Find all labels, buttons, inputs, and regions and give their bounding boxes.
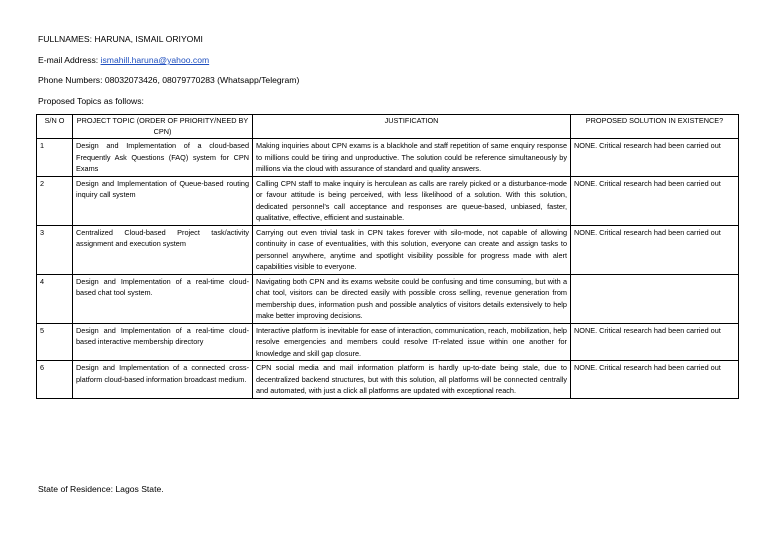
row-justification: Calling CPN staff to make inquiry is herculean as calls are rarely picked or a disturbance-mode or favour attitude is being perceived, with less likelihood of a solution. With this solution, dedicated personnel’s call acceptance and responses are queue-based, unbiased, faster, qualitative, effective, efficient and sustainable.: [253, 176, 571, 225]
intro-line: Proposed Topics as follows:: [38, 96, 144, 106]
table-row: [37, 361, 739, 399]
row-justification: Making inquiries about CPN exams is a blackhole and staff repetition of same enquiry response to millions could be tiring and unproductive. The solution could be reference simultaneously by millions via the cloud with assurance of standard and quality answers.: [253, 139, 571, 177]
table-row: [37, 274, 739, 323]
topics-table: [36, 114, 739, 399]
row-solution: [571, 274, 739, 323]
row-justification: Interactive platform is inevitable for ease of interaction, communication, reach, mobilization, help resolve emergencies and members could resolve IT-related issue within one another for knowledge and skill gap closure.: [253, 323, 571, 361]
header-sn: S/N O: [37, 115, 73, 139]
table-row: [37, 225, 739, 274]
row-topic: Centralized Cloud-based Project task/activity assignment and execution system: [73, 225, 253, 274]
email-line: [38, 55, 209, 65]
row-topic: Design and Implementation of a cloud-based Frequently Ask Questions (FAQ) system for CPN Exams: [73, 139, 253, 177]
row-sn: 2: [37, 176, 73, 225]
phone-line: Phone Numbers: 08032073426, 08079770283 (Whatsapp/Telegram): [38, 75, 300, 85]
row-sn: 3: [37, 225, 73, 274]
state-of-residence: State of Residence: Lagos State.: [38, 484, 164, 494]
row-sn: 4: [37, 274, 73, 323]
email-link[interactable]: ismahill.haruna@yahoo.com: [100, 55, 210, 65]
row-topic: Design and Implementation of a real-time cloud-based interactive membership directory: [73, 323, 253, 361]
row-solution: NONE. Critical research had been carried out: [571, 225, 739, 274]
header-solution: PROPOSED SOLUTION IN EXISTENCE?: [571, 115, 739, 139]
row-justification: Carrying out even trivial task in CPN takes forever with silo-mode, not capable of allowing continuity in case of eventualities, with this solution, everyone can create and assign tasks to personnel anywhere, anytime and spotlight visibility possible for progress made with alert capabilities visible to everyone.: [253, 225, 571, 274]
fullnames-line: FULLNAMES: HARUNA, ISMAIL ORIYOMI: [38, 34, 203, 44]
row-sn: 1: [37, 139, 73, 177]
row-sn: 5: [37, 323, 73, 361]
table-row: [37, 176, 739, 225]
row-sn: 6: [37, 361, 73, 399]
email-label: E-mail Address:: [38, 55, 101, 65]
row-solution: NONE. Critical research had been carried out: [571, 139, 739, 177]
row-topic: Design and Implementation of a connected cross-platform cloud-based information broadcast medium.: [73, 361, 253, 399]
header-topic: PROJECT TOPIC (ORDER OF PRIORITY/NEED BY CPN): [73, 115, 253, 139]
header-justification: JUSTIFICATION: [253, 115, 571, 139]
row-topic: Design and Implementation of a real-time cloud-based chat tool system.: [73, 274, 253, 323]
row-solution: NONE. Critical research had been carried out: [571, 323, 739, 361]
row-solution: NONE. Critical research had been carried out: [571, 176, 739, 225]
table-row: [37, 139, 739, 177]
row-justification: Navigating both CPN and its exams website could be confusing and time consuming, but with a chat tool, visitors can be directed easily with possible cross selling, revenue generation from membership dues, information push and possible analytics of visitors details extensively to help make better improving decisions.: [253, 274, 571, 323]
row-justification: CPN social media and mail information platform is hardly up-to-date being stale, due to decentralized backend structures, but with this solution, all platforms will be connected centrally and automated, with just a click all platforms are updated with exceptional reach.: [253, 361, 571, 399]
table-row: [37, 323, 739, 361]
table-header-row: [37, 115, 739, 139]
row-topic: Design and Implementation of Queue-based routing inquiry call system: [73, 176, 253, 225]
row-solution: NONE. Critical research had been carried out: [571, 361, 739, 399]
